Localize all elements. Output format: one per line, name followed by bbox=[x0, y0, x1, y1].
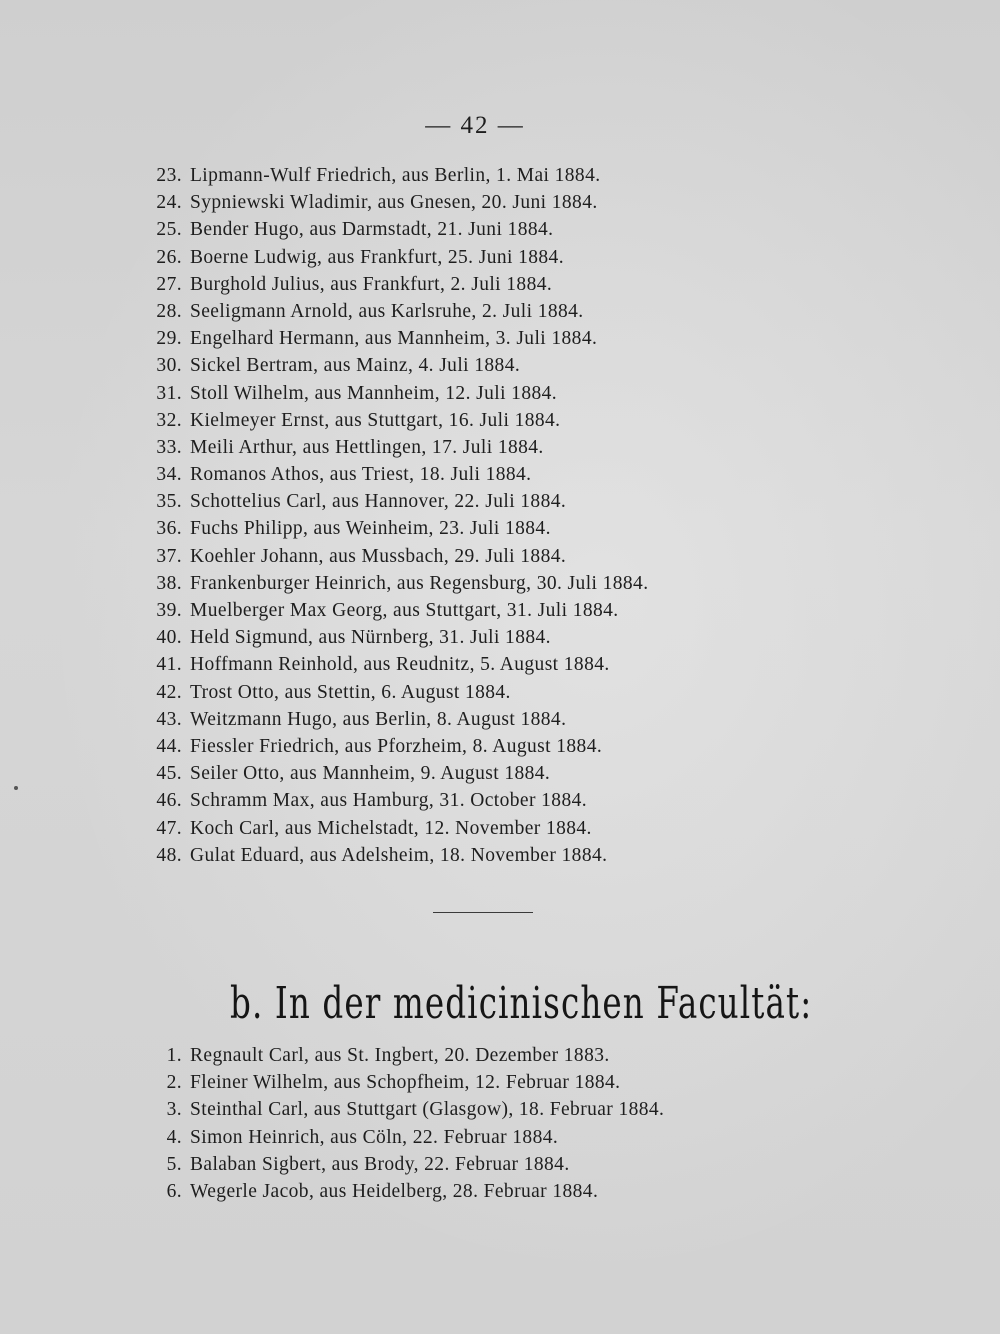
entry-text: Schottelius Carl, aus Hannover, 22. Juli 1884. bbox=[190, 491, 567, 513]
list-item bbox=[144, 244, 648, 271]
entry-text: Frankenburger Heinrich, aus Regensburg, 30. Juli 1884. bbox=[190, 572, 649, 594]
list-item bbox=[144, 298, 648, 325]
list-item bbox=[144, 1096, 664, 1123]
entry-text: Hoffmann Reinhold, aus Reudnitz, 5. August 1884. bbox=[190, 654, 610, 676]
entry-text: Boerne Ludwig, aus Frankfurt, 25. Juni 1884. bbox=[190, 246, 564, 268]
entry-number: 30. bbox=[156, 355, 182, 377]
list-item bbox=[144, 461, 648, 488]
entry-number: 36. bbox=[156, 518, 182, 540]
list-item bbox=[144, 624, 648, 651]
entry-number: 42. bbox=[156, 681, 182, 703]
list-item bbox=[144, 787, 648, 814]
list-item bbox=[144, 706, 648, 733]
entry-number: 48. bbox=[156, 844, 182, 866]
entry-text: Koch Carl, aus Michelstadt, 12. November 1884. bbox=[190, 817, 592, 839]
entry-text: Fleiner Wilhelm, aus Schopfheim, 12. Februar 1884. bbox=[190, 1072, 621, 1094]
entry-number: 1. bbox=[166, 1045, 182, 1066]
list-item bbox=[144, 597, 648, 624]
entry-number: 31. bbox=[156, 382, 182, 404]
entry-number: 46. bbox=[156, 790, 182, 812]
page-number: — 42 — bbox=[425, 112, 525, 139]
entry-text: Engelhard Hermann, aus Mannheim, 3. Juli 1884. bbox=[190, 328, 598, 350]
entry-number: 24. bbox=[156, 192, 182, 214]
entry-number: 26. bbox=[156, 246, 182, 268]
entry-text: Schramm Max, aus Hamburg, 31. October 1884. bbox=[190, 790, 588, 812]
entry-number: 44. bbox=[156, 735, 182, 757]
list-item bbox=[144, 434, 648, 461]
entry-number: 4. bbox=[166, 1126, 182, 1148]
entry-text: Seeligmann Arnold, aus Karlsruhe, 2. Juli 1884. bbox=[190, 300, 584, 322]
entry-text: Simon Heinrich, aus Cöln, 22. Februar 1884. bbox=[190, 1126, 559, 1148]
entry-text: Stoll Wilhelm, aus Mannheim, 12. Juli 1884. bbox=[190, 382, 558, 404]
entry-text: Lipmann-Wulf Friedrich, aus Berlin, 1. Mai 1884. bbox=[190, 165, 601, 186]
list-item bbox=[144, 380, 648, 407]
entry-text: Trost Otto, aus Stettin, 6. August 1884. bbox=[190, 681, 511, 703]
entry-number: 28. bbox=[156, 300, 182, 322]
list-item bbox=[144, 651, 648, 678]
list-item bbox=[144, 488, 648, 515]
entry-text: Balaban Sigbert, aus Brody, 22. Februar 1884. bbox=[190, 1153, 570, 1175]
entry-text: Koehler Johann, aus Mussbach, 29. Juli 1884. bbox=[190, 545, 567, 567]
list-item bbox=[144, 407, 648, 434]
list-item bbox=[144, 271, 648, 298]
entry-number: 35. bbox=[156, 491, 182, 513]
entry-number: 6. bbox=[166, 1180, 182, 1202]
entry-text: Meili Arthur, aus Hettlingen, 17. Juli 1884. bbox=[190, 436, 544, 458]
entry-number: 38. bbox=[156, 572, 182, 594]
list-item bbox=[144, 162, 648, 189]
entry-number: 47. bbox=[156, 817, 182, 839]
list-item bbox=[144, 842, 648, 869]
entry-text: Bender Hugo, aus Darmstadt, 21. Juni 1884. bbox=[190, 219, 554, 241]
entry-text: Fiessler Friedrich, aus Pforzheim, 8. August 1884. bbox=[190, 735, 603, 757]
entry-text: Regnault Carl, aus St. Ingbert, 20. Dezember 1883. bbox=[190, 1045, 610, 1066]
section-divider bbox=[433, 912, 533, 913]
entry-number: 37. bbox=[156, 545, 182, 567]
entry-text: Wegerle Jacob, aus Heidelberg, 28. Februar 1884. bbox=[190, 1180, 599, 1202]
list-item bbox=[144, 1124, 664, 1151]
list-item bbox=[144, 189, 648, 216]
entry-number: 29. bbox=[156, 328, 182, 350]
entry-number: 41. bbox=[156, 654, 182, 676]
list-item bbox=[144, 543, 648, 570]
list-item bbox=[144, 325, 648, 352]
entry-number: 45. bbox=[156, 763, 182, 785]
enrollment-list-a bbox=[144, 162, 648, 869]
entry-number: 39. bbox=[156, 600, 182, 621]
entry-number: 27. bbox=[156, 273, 182, 295]
list-item bbox=[144, 1069, 664, 1096]
entry-text: Romanos Athos, aus Triest, 18. Juli 1884. bbox=[190, 464, 532, 486]
entry-text: Muelberger Max Georg, aus Stuttgart, 31. Juli 1884. bbox=[190, 600, 619, 621]
entry-number: 23. bbox=[156, 165, 182, 186]
entry-number: 25. bbox=[156, 219, 182, 241]
entry-text: Burghold Julius, aus Frankfurt, 2. Juli 1884. bbox=[190, 273, 553, 295]
list-item bbox=[144, 216, 648, 243]
entry-number: 32. bbox=[156, 409, 182, 431]
entry-text: Seiler Otto, aus Mannheim, 9. August 1884. bbox=[190, 763, 551, 785]
entry-number: 5. bbox=[166, 1153, 182, 1175]
list-item bbox=[144, 515, 648, 542]
entry-number: 2. bbox=[166, 1072, 182, 1094]
entry-number: 33. bbox=[156, 436, 182, 458]
list-item bbox=[144, 1042, 664, 1069]
entry-number: 3. bbox=[166, 1099, 182, 1121]
entry-number: 34. bbox=[156, 464, 182, 486]
entry-text: Kielmeyer Ernst, aus Stuttgart, 16. Juli 1884. bbox=[190, 409, 561, 431]
entry-number: 43. bbox=[156, 708, 182, 730]
list-item bbox=[144, 352, 648, 379]
entry-text: Fuchs Philipp, aus Weinheim, 23. Juli 1884. bbox=[190, 518, 551, 540]
list-item bbox=[144, 733, 648, 760]
entry-text: Weitzmann Hugo, aus Berlin, 8. August 1884. bbox=[190, 708, 567, 730]
list-item bbox=[144, 570, 648, 597]
entry-text: Sickel Bertram, aus Mainz, 4. Juli 1884. bbox=[190, 355, 521, 377]
paper-speck bbox=[14, 786, 18, 790]
entry-text: Sypniewski Wladimir, aus Gnesen, 20. Juni 1884. bbox=[190, 192, 598, 214]
entry-number: 40. bbox=[156, 627, 182, 649]
list-item bbox=[144, 1178, 664, 1205]
entry-text: Gulat Eduard, aus Adelsheim, 18. November 1884. bbox=[190, 844, 608, 866]
list-item bbox=[144, 1151, 664, 1178]
list-item bbox=[144, 679, 648, 706]
list-item bbox=[144, 760, 648, 787]
section-heading-medical-faculty: b. In der medicinischen Facultät: bbox=[230, 978, 813, 1029]
enrollment-list-b bbox=[144, 1042, 664, 1205]
list-item bbox=[144, 815, 648, 842]
entry-text: Steinthal Carl, aus Stuttgart (Glasgow), 18. Februar 1884. bbox=[190, 1099, 665, 1121]
entry-text: Held Sigmund, aus Nürnberg, 31. Juli 1884. bbox=[190, 627, 551, 649]
